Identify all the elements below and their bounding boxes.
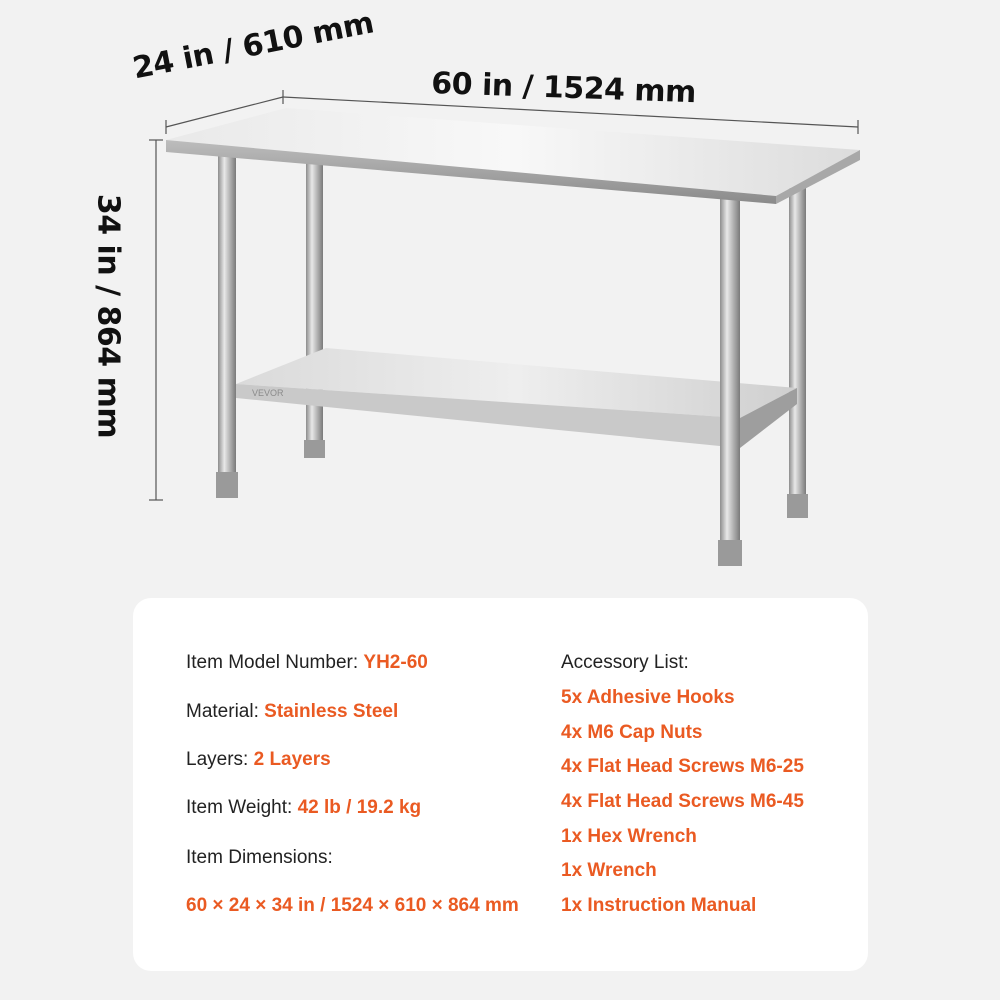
accessory-item: 1x Hex Wrench [561,826,697,847]
accessory-item: 4x M6 Cap Nuts [561,722,703,743]
accessory-item: 1x Wrench [561,860,657,881]
spec-material-label: Material: [186,701,259,722]
spec-weight-label: Item Weight: [186,797,293,818]
table-top [166,108,860,204]
spec-model-value: YH2-60 [363,652,428,673]
spec-material [186,701,398,723]
accessory-item: 4x Flat Head Screws M6-25 [561,756,804,777]
spec-layers-value: 2 Layers [253,749,331,770]
spec-dimensions-value: 60 × 24 × 34 in / 1524 × 610 × 864 mm [186,895,519,916]
width-dimension-label: 60 in / 1524 mm [430,66,697,111]
spec-layers [186,749,331,771]
spec-model [186,652,428,674]
spec-model-label: Item Model Number: [186,652,359,673]
accessory-item: 1x Instruction Manual [561,895,757,916]
spec-dimensions-label: Item Dimensions: [186,847,333,868]
height-dimension-label: 34 in / 864 mm [90,193,126,439]
accessory-list-title: Accessory List: [561,652,689,673]
spec-weight [186,797,421,819]
spec-layers-label: Layers: [186,749,249,770]
spec-weight-value: 42 lb / 19.2 kg [297,797,422,818]
shelf-brand-mark: VEVOR [252,388,284,398]
depth-dimension-label: 24 in / 610 mm [130,5,377,87]
accessory-item: 5x Adhesive Hooks [561,687,735,708]
spec-material-value: Stainless Steel [264,701,399,722]
accessory-item: 4x Flat Head Screws M6-45 [561,791,804,812]
